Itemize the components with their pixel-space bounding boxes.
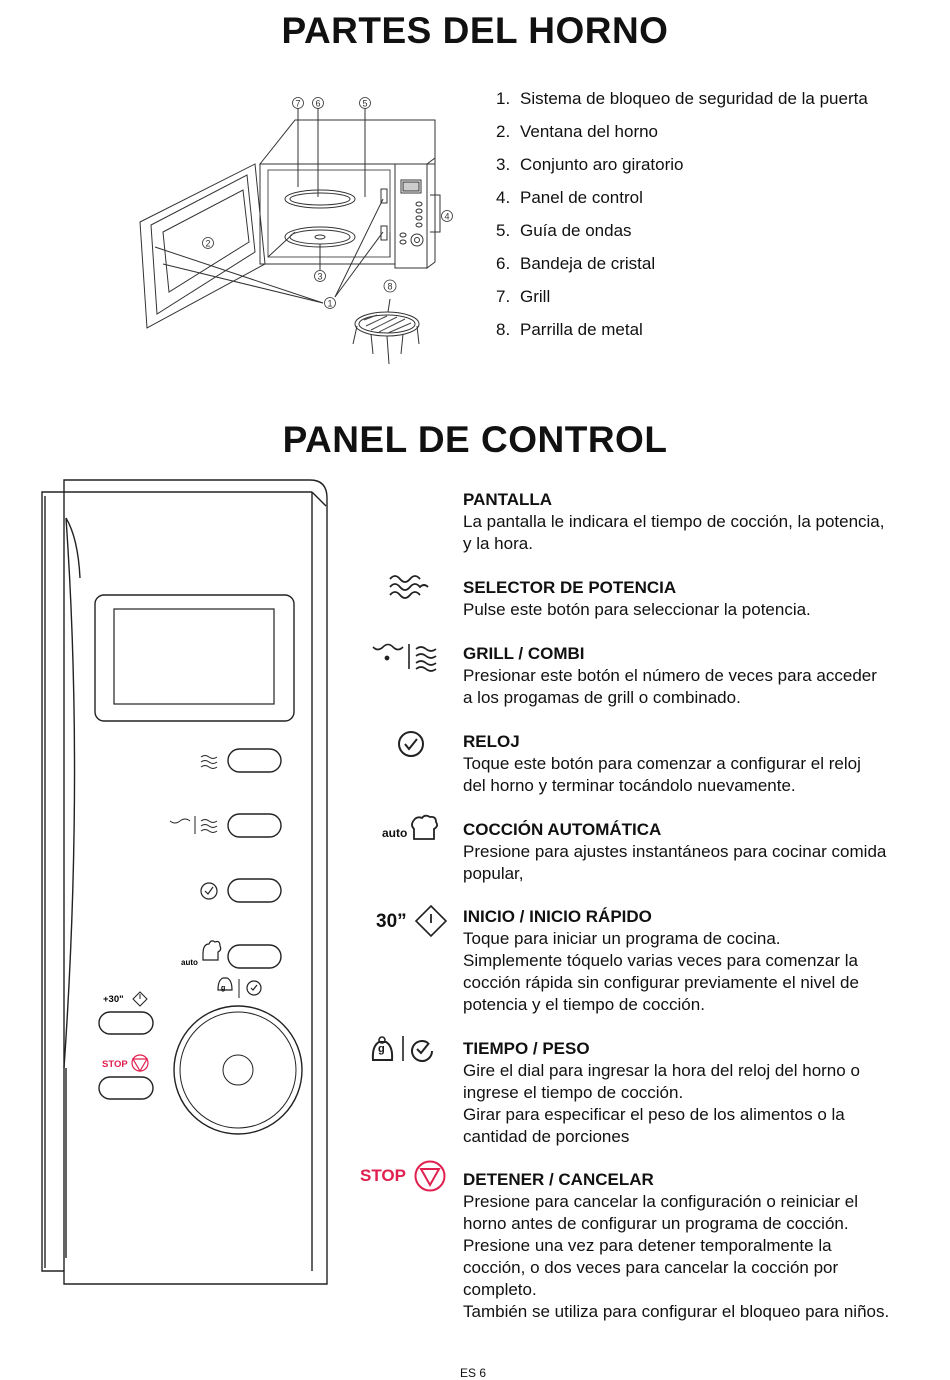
parts-list-item: 3. Conjunto aro giratorio <box>496 155 684 174</box>
entry-display: PANTALLA La pantalla le indicara el tiempo de cocción, la potencia, y la hora. <box>463 490 885 553</box>
panel-title: PANEL DE CONTROL <box>282 419 668 460</box>
stop-icon <box>413 1159 447 1193</box>
entry-grill-combi: GRILL / COMBI Presionar este botón el número de veces para acceder a los progamas de grill o combinado. <box>463 644 877 707</box>
panel-stop-label: STOP <box>102 1059 128 1070</box>
entry-start: INICIO / INICIO RÁPIDO Toque para iniciar un programa de cocina. Simplemente tóquelo varias veces para comenzar la cocción rápida sin configurar previamente el nivel de potencia y el tiempo de cocción. <box>463 907 859 1014</box>
panel-quick-start-label: +30" <box>103 994 124 1005</box>
parts-list-item: 5. Guía de ondas <box>496 221 632 240</box>
callout-2: 2 <box>205 238 211 249</box>
auto-label: auto <box>382 826 408 840</box>
callout-1: 1 <box>327 298 333 309</box>
parts-list-item: 7. Grill <box>496 287 551 306</box>
chef-hat-icon <box>408 813 440 843</box>
entry-power-selector: SELECTOR DE POTENCIA Pulse este botón para seleccionar la potencia. <box>463 578 811 619</box>
parts-list-item: 1. Sistema de bloqueo de seguridad de la puerta <box>496 89 868 108</box>
callout-8: 8 <box>387 281 393 292</box>
parts-title: PARTES DEL HORNO <box>281 10 669 51</box>
callout-7: 7 <box>295 98 301 109</box>
callout-6: 6 <box>315 98 321 109</box>
timer-icon <box>398 1034 438 1064</box>
parts-list-item: 2. Ventana del horno <box>496 122 659 141</box>
callout-3: 3 <box>317 271 323 282</box>
page-number: ES 6 <box>460 1366 487 1380</box>
grill-combi-icon <box>370 641 446 673</box>
parts-list-item: 8. Parrilla de metal <box>496 320 643 339</box>
entry-auto-cook: COCCIÓN AUTOMÁTICA Presione para ajustes instantáneos para cocinar comida popular, <box>463 820 887 883</box>
parts-list-item: 6. Bandeja de cristal <box>496 254 656 273</box>
clock-icon <box>396 729 428 761</box>
parts-list <box>496 82 868 346</box>
callout-5: 5 <box>362 98 368 109</box>
callout-4: 4 <box>444 211 450 222</box>
entry-time-weight: TIEMPO / PESO Gire el dial para ingresar la hora del reloj del horno o ingrese el tiempo de cocción. Girar para especificar el peso de los alimentos o la cantidad de porciones <box>463 1039 860 1146</box>
entry-clock: RELOJ Toque este botón para comenzar a configurar el reloj del horno y terminar tocándolo nuevamente. <box>463 732 861 795</box>
start-icon <box>413 903 449 939</box>
stop-label: STOP <box>360 1166 406 1185</box>
panel-weight-g-label: g <box>221 985 226 992</box>
oven-diagram <box>135 92 465 367</box>
parts-list-item: 4. Panel de control <box>496 188 643 207</box>
control-panel-illustration <box>40 478 330 1286</box>
start-30-label: 30” <box>376 911 407 932</box>
panel-auto-label: auto <box>181 958 198 967</box>
weight-g-label: g <box>378 1043 385 1055</box>
entry-stop-cancel: DETENER / CANCELAR Presione para cancelar la configuración o reiniciar el horno antes de configurar un programa de cocción. Presione una vez para detener temporalmente la cocción, o dos veces para cancelar la cocción por completo. También se utiliza para configurar el bloqueo para niños. <box>463 1170 890 1321</box>
power-selector-icon <box>386 570 432 602</box>
